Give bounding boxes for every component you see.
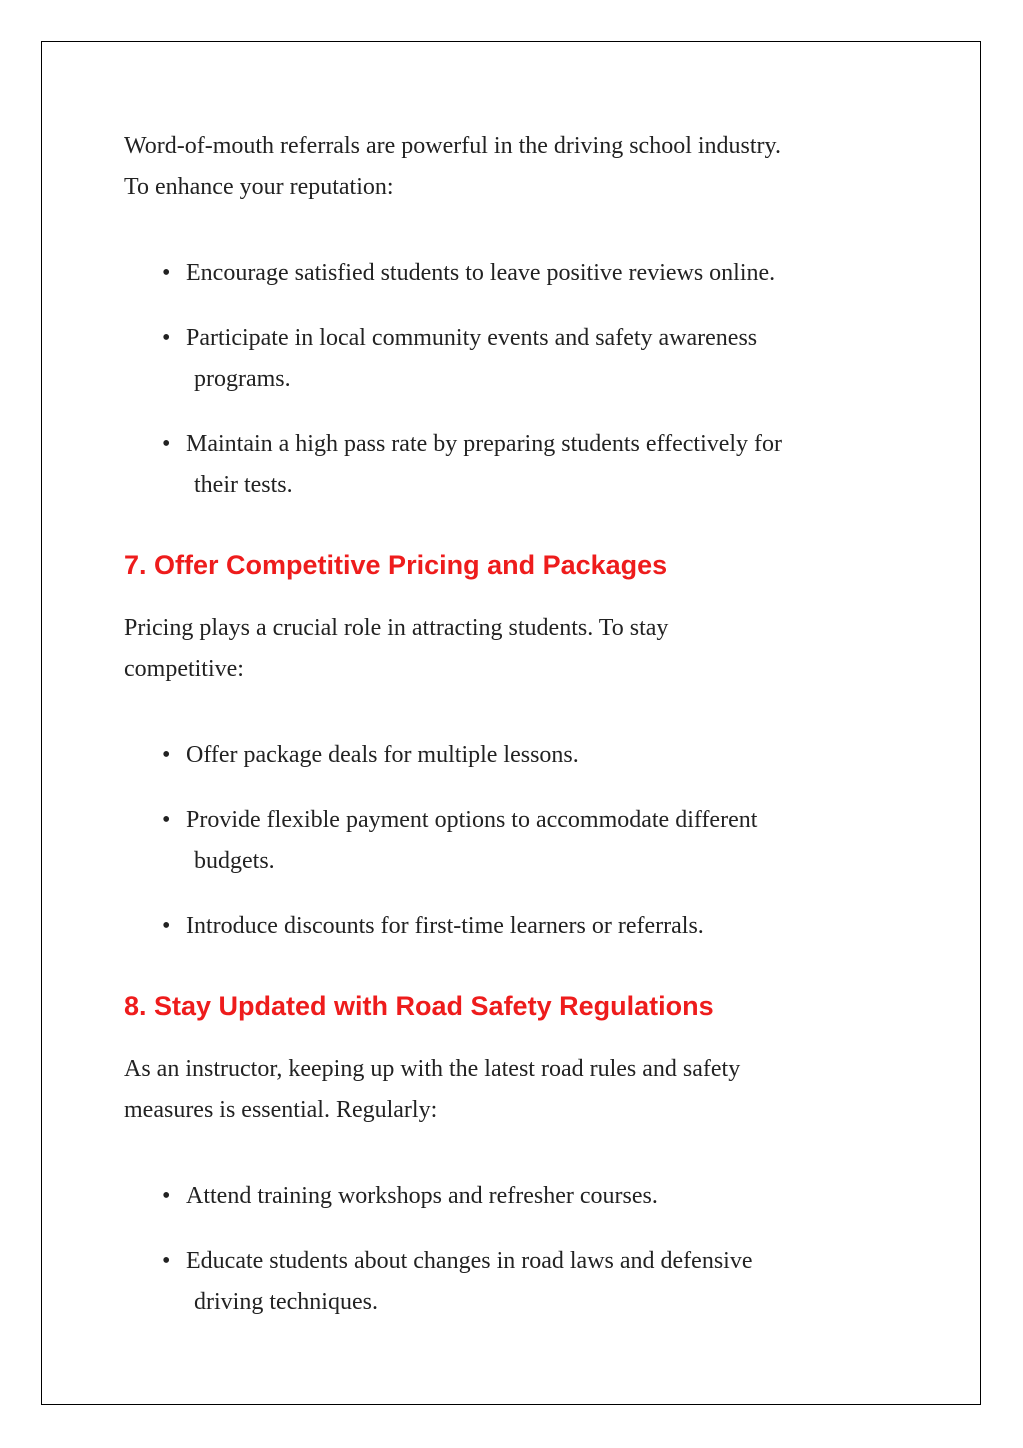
document-body [124, 126, 924, 1323]
bullet-icon: • [162, 1248, 171, 1274]
intro-paragraph [124, 126, 914, 208]
bullet-icon: • [162, 431, 171, 457]
section-intro: Pricing plays a crucial role in attracting students. To stay competitive: [124, 615, 669, 682]
bullet-icon: • [162, 807, 171, 833]
list-item: • Educate students about changes in road laws and defensive driving techniques. [124, 1241, 924, 1323]
section-heading: 8. Stay Updated with Road Safety Regulations [124, 991, 714, 1021]
bullet-icon: • [162, 1183, 171, 1209]
list-item: • Introduce discounts for first-time learners or referrals. [124, 906, 924, 947]
list-item: • Offer package deals for multiple lessons. [124, 735, 924, 776]
list-item: • Encourage satisfied students to leave positive reviews online. [124, 253, 924, 294]
list-item: • Participate in local community events and safety awareness programs. [124, 318, 924, 400]
reputation-list [124, 253, 924, 506]
bullet-icon: • [162, 260, 171, 286]
list-item: • Maintain a high pass rate by preparing students effectively for their tests. [124, 424, 924, 506]
list-item: • Attend training workshops and refresher courses. [124, 1176, 924, 1217]
pricing-list [124, 735, 924, 947]
section-intro: As an instructor, keeping up with the latest road rules and safety measures is essential. Regularly: [124, 1056, 741, 1123]
bullet-icon: • [162, 913, 171, 939]
intro-line-1: Word-of-mouth referrals are powerful in the driving school industry. [124, 133, 781, 159]
bullet-icon: • [162, 742, 171, 768]
regulations-list [124, 1176, 924, 1323]
section-heading: 7. Offer Competitive Pricing and Packages [124, 550, 668, 580]
intro-line-2: To enhance your reputation: [124, 174, 394, 200]
list-item: • Provide flexible payment options to accommodate different budgets. [124, 800, 924, 882]
bullet-icon: • [162, 325, 171, 351]
